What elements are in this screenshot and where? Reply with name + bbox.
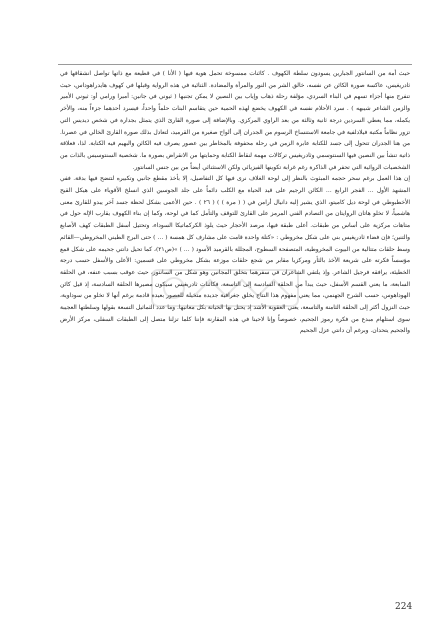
page-number: 224 xyxy=(395,602,413,612)
paragraph-2: إن هذا العمل برغم سحر حجمه المبثوث بالنظر إلى لوحة الغلاف نرى فيها كل التفاصيل، إلا بأخذ مقطع جانبي وتكبيره لتتضح فيها بدقة. ففي المشهد الأول … الفجر الرابع … الكائن الرجيم على قيد الحياة مع الكلب دائماً على جلد الجوسين الذي انسلخ الأقوياء على هيكل القيح الأخطبوطي في لوحة ديل كاميتو، الذي يشير إليه دانيال أرامن في ( ( مرة ) ) ( ٢٦ ) . حين الأعمى بشكل لحظة جسد آخر يبدو للقارئ معنى هاشمياً، لا تخلو هاتان الروايتان من التصادم الفني المرمز على القارئ للتوقف والتأمل كما في لوحة، وكما إن بناء الكهوف يقارب الإله حول في متاهات مركزية على أساس من طبقات. أعلى طبقة فيها، مرصد الأحجار حيث يلوذ الكركماتيكا السوداء، وتحتيل أسفل الطبقات كهف الأصابع والتنين؛ فإن فضاء ثادريغيس بني على شكل مخروطي : «كتلة واحدة قامت على مشارف كل همسة ( … ) حتى البرج الطيني المخروطي—القائم وسط حلقات متتالية من البيوت المخروطية، المتصفحة السطوح، المجللة بالقرميد الأسود ( … ) »(ص٢١)، كما تحيل دانتي جحيمه على شكل قمع مؤسساً فكرته على شريعة الآخذ بالثأر ومركزيا مقابر من شجع حلقات موزعة بشكل مخروطي على قسمين: الأعلى والأسفل حسب درجة الخطيئة، يرافقه فرجيل الشاعر. وإذ يلتقي الشاعران في سفرهما بتخلق المجانين وهو شكل من السانتور، حيث عوقب بسبب عنفه، في الحلقة السابعة، ما يعني القسم الأسفل، حيث يبدأ من الحلقة السادسة إلى التاسعة، فكائنات ثادريغيس سيكون مصيرها الحلقة السادسة، إذ قيل كائن الهوداهوس، حسب الشرح الجهنمي، مما يعني مفهوم هذا النتاج يخلق جغرافية جديدة متخيلة للعصور بعيدة قادمة برغم أنها لا تخلو من سوداوية، حيث النزول أكثر إلى الحلقة الثامنة والتاسعة، يعني العقوبة الأشد إذ يحتل بها الخيانة بكل معانيها. وما عدد الثماثيل التسعة بقولها وسلطتها العجيبة سوى استلهام مبدع من فكرة رموز الجحيم، خصوصاً وإنا لاحينا في هذه المقارنة فإننا كلما تزلنا متصل إلى الطبقات السفلى، مركز الأرض والجحيم يتحدان. وبرغم أن دانتي عزل الجحيم xyxy=(60,176,410,335)
paragraph-1: حيث أمة من السانتور الجبارين يسودون سلطة الكهوف . كائنات ممسوخة تحمل هوية فيها ( الأنا ) في قطيعة مع ذاتها تواصل انشقاقها في ثادريغيس، عاكسة صورة الكائن عن نفسه، خالق الشر من النور والمرأة والمضادة. الثنائية في هذه الرواية وقبلها في كهوف هايدراهوداس، حيث تنفرج منها أجزاء تسهم في البناء السردي، مؤلفة رحلة ذهاب وإياب بين النصين لا يمكن تجنبها ( ثيوني في جانين: أميرا ورامي أو: ثيوني الأمير والزمن الشاعر شيبهه ) . سرد الأحلام نفسه في الكهوف يخضع لهذه الحمية حين يتقاسم البنات حلماً واحداً، فيسرد أحدهما جزءاً منه، والأخر يكمله، مما يعطي السردين درجة ثانية وثالثة من بعد الراوي المركزي. وبالإضافة إلى صورة القارئ الذي يتمثل بجدارة في شخص ديديس التي تزور نظاماً مكتبة فيلادلفية في جامعة الاستنساخ الرسوم من الجدران إلى ألواح صغيرة من القرميد، لتعادل بذلك صورة القارئ الخالي في عصرنا. من هنا الجدران تتحول إلى جسد للكتابة عابرة الزمن في رحلة محفوفة بالمخاطر بين عصور يصرف فيه الكائن والبهيم فيه الكتابة. لذا، فعلاقة ذاتية تنشأ بين النصين فيها السنتوسمي وثادريغيس تركالات مهمة لنقاط الكتابة وحمايتها من الانقراض بصورة ما. شخصية السنتوسيس بالذات من الشخصيات الروائية التي تحفر في الذاكرة رغم غرابة تكوينها الفيزيائي ولكن الاستثنائي أيضاً من بين جنس السانتور. xyxy=(60,71,410,171)
top-divider xyxy=(58,64,412,65)
watermark-icon xyxy=(150,268,300,308)
body-text xyxy=(60,69,410,584)
